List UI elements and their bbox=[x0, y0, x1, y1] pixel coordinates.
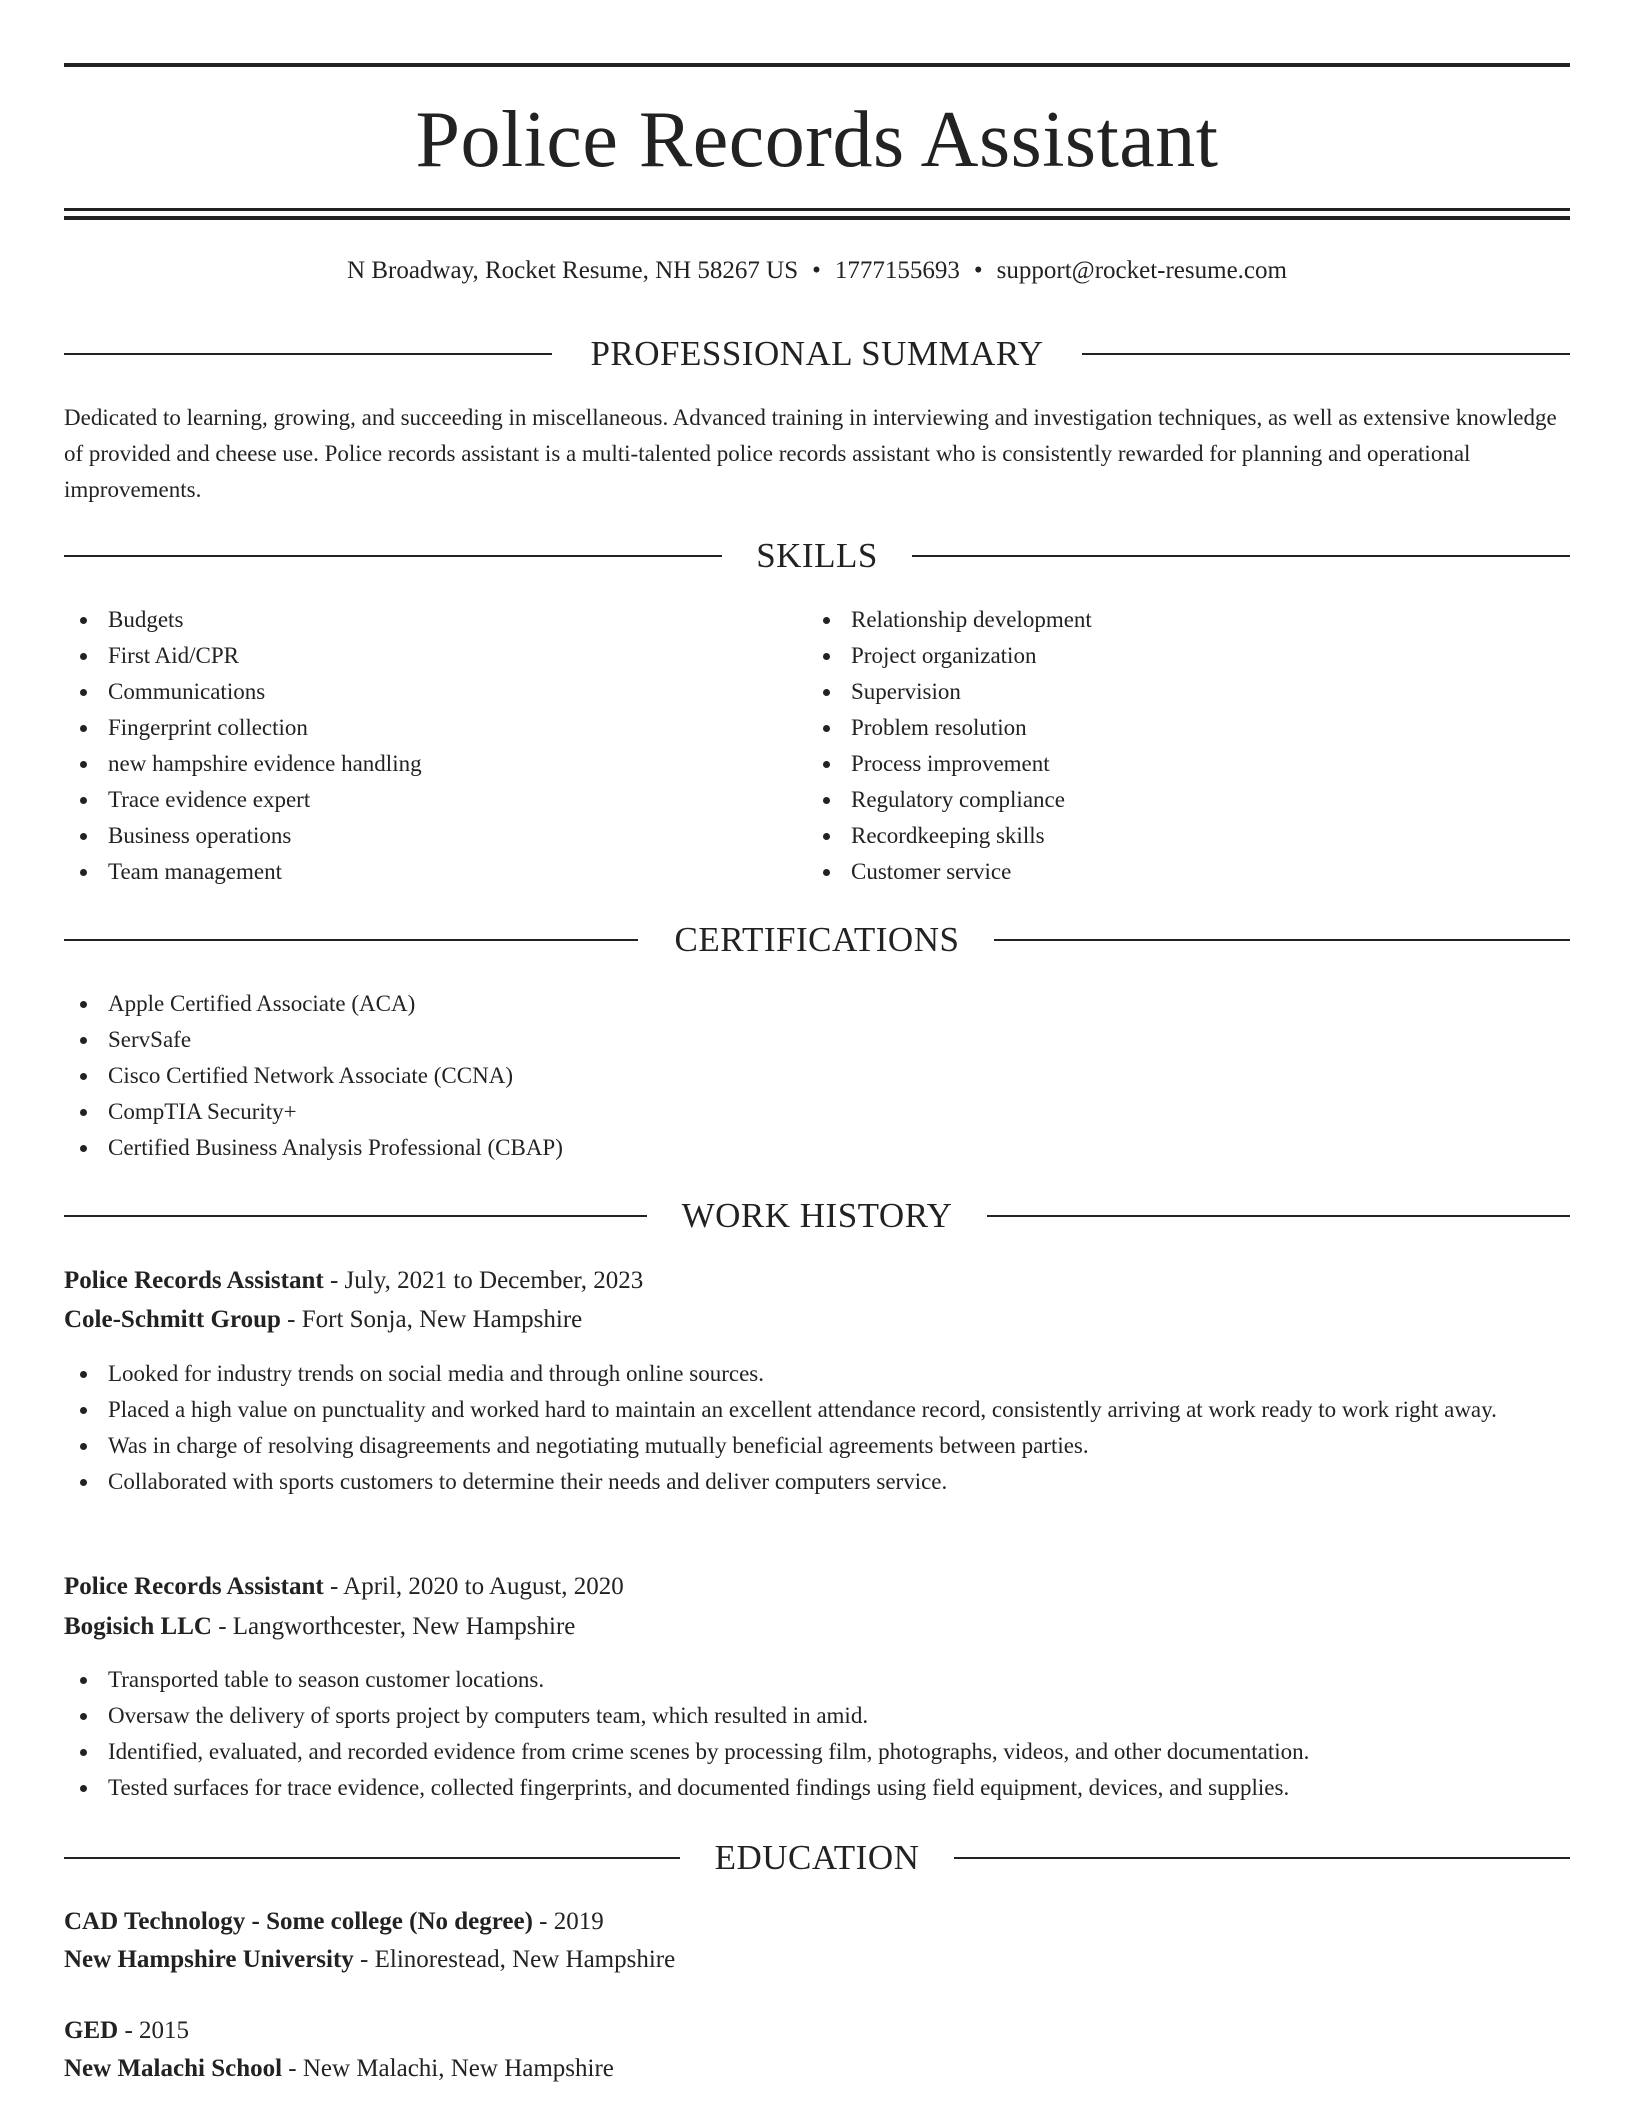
list-item: Apple Certified Associate (ACA) bbox=[64, 986, 1570, 1022]
education-degree-line bbox=[64, 1904, 1570, 1940]
job-title-line bbox=[64, 1263, 1570, 1299]
section-rule-right bbox=[987, 1215, 1570, 1217]
list-item: new hampshire evidence handling bbox=[64, 746, 804, 782]
list-item: Problem resolution bbox=[807, 710, 1567, 746]
contact-address: N Broadway, Rocket Resume, NH 58267 US bbox=[347, 257, 799, 284]
list-item: Customer service bbox=[807, 854, 1567, 890]
education-school-line bbox=[64, 2051, 1570, 2087]
list-item: Supervision bbox=[807, 674, 1567, 710]
list-item: Placed a high value on punctuality and worked hard to maintain an excellent attendance record, consistently arriving at work ready to work right away. bbox=[64, 1392, 1570, 1428]
skills-list-right bbox=[807, 602, 1567, 890]
list-item: Project organization bbox=[807, 638, 1567, 674]
job-title: Police Records Assistant bbox=[64, 1573, 324, 1600]
list-item: Communications bbox=[64, 674, 804, 710]
job-title: Police Records Assistant bbox=[64, 1267, 324, 1294]
section-header-summary bbox=[64, 334, 1570, 374]
section-header-education bbox=[64, 1838, 1570, 1878]
section-header-skills bbox=[64, 536, 1570, 576]
job-bullets bbox=[64, 1662, 1570, 1806]
list-item: Identified, evaluated, and recorded evidence from crime scenes by processing film, photographs, videos, and other documentation. bbox=[64, 1734, 1570, 1770]
job-company: Cole-Schmitt Group bbox=[64, 1306, 281, 1333]
resume-title: Police Records Assistant bbox=[415, 96, 1219, 184]
education-location: - New Malachi, New Hampshire bbox=[282, 2055, 614, 2082]
job-company: Bogisich LLC bbox=[64, 1613, 212, 1640]
list-item: Process improvement bbox=[807, 746, 1567, 782]
education-degree-line bbox=[64, 2013, 1570, 2049]
job-dates: - April, 2020 to August, 2020 bbox=[323, 1573, 624, 1600]
section-header-certifications bbox=[64, 920, 1570, 960]
education-year: - 2015 bbox=[118, 2017, 190, 2044]
list-item: Recordkeeping skills bbox=[807, 818, 1567, 854]
section-rule-right bbox=[954, 1857, 1570, 1859]
education-degree: GED bbox=[64, 2017, 119, 2044]
section-title-work-history: WORK HISTORY bbox=[681, 1196, 953, 1235]
education-school-line bbox=[64, 1942, 1570, 1978]
section-header-work-history bbox=[64, 1196, 1570, 1236]
list-item: Team management bbox=[64, 854, 804, 890]
list-item: Transported table to season customer locations. bbox=[64, 1662, 1570, 1698]
job-bullets bbox=[64, 1356, 1570, 1500]
section-title-summary: PROFESSIONAL SUMMARY bbox=[590, 334, 1044, 373]
contact-phone: 1777155693 bbox=[834, 257, 960, 284]
list-item: ServSafe bbox=[64, 1022, 1570, 1058]
title-rule-upper bbox=[64, 208, 1570, 211]
list-item: Regulatory compliance bbox=[807, 782, 1567, 818]
contact-separator: • bbox=[973, 257, 983, 284]
job-company-line bbox=[64, 1609, 1570, 1645]
list-item: Business operations bbox=[64, 818, 804, 854]
section-title-education: EDUCATION bbox=[714, 1838, 920, 1877]
list-item: Cisco Certified Network Associate (CCNA) bbox=[64, 1058, 1570, 1094]
job-location: - Langworthcester, New Hampshire bbox=[211, 1613, 576, 1640]
education-degree: CAD Technology - Some college (No degree) bbox=[64, 1908, 533, 1935]
top-rule bbox=[64, 63, 1570, 67]
section-title-certifications: CERTIFICATIONS bbox=[674, 920, 960, 959]
section-title-skills: SKILLS bbox=[756, 536, 878, 575]
contact-email[interactable]: support@rocket-resume.com bbox=[996, 257, 1287, 284]
list-item: Fingerprint collection bbox=[64, 710, 804, 746]
skills-list-left bbox=[64, 602, 804, 890]
list-item: Was in charge of resolving disagreements and negotiating mutually beneficial agreements between parties. bbox=[64, 1428, 1570, 1464]
list-item: Relationship development bbox=[807, 602, 1567, 638]
title-rule-lower bbox=[64, 216, 1570, 220]
education-year: - 2019 bbox=[532, 1908, 604, 1935]
contact-line bbox=[64, 256, 1570, 286]
section-rule-right bbox=[994, 939, 1570, 941]
list-item: CompTIA Security+ bbox=[64, 1094, 1570, 1130]
list-item: Tested surfaces for trace evidence, collected fingerprints, and documented findings using field equipment, devices, and supplies. bbox=[64, 1770, 1570, 1806]
list-item: Budgets bbox=[64, 602, 804, 638]
section-rule-right bbox=[912, 555, 1570, 557]
list-item: Collaborated with sports customers to determine their needs and deliver computers service. bbox=[64, 1464, 1570, 1500]
education-school: New Hampshire University bbox=[64, 1946, 354, 1973]
list-item: Certified Business Analysis Professional (CBAP) bbox=[64, 1130, 1570, 1166]
contact-separator: • bbox=[812, 257, 821, 284]
job-dates: - July, 2021 to December, 2023 bbox=[323, 1267, 644, 1294]
list-item: First Aid/CPR bbox=[64, 638, 804, 674]
certifications-list bbox=[64, 986, 1570, 1166]
list-item: Oversaw the delivery of sports project by computers team, which resulted in amid. bbox=[64, 1698, 1570, 1734]
summary-text: Dedicated to learning, growing, and succeeding in miscellaneous. Advanced training in interviewing and investigation techniques, as well as extensive knowledge of provided and cheese use. Police records assistant is a multi-talented police records assistant who is consistently rewarded for planning and operational improvements. bbox=[64, 405, 1557, 502]
job-location: - Fort Sonja, New Hampshire bbox=[280, 1306, 583, 1333]
job-company-line bbox=[64, 1302, 1570, 1338]
section-rule-right bbox=[1082, 353, 1570, 355]
list-item: Trace evidence expert bbox=[64, 782, 804, 818]
education-school: New Malachi School bbox=[64, 2055, 283, 2082]
job-title-line bbox=[64, 1569, 1570, 1605]
list-item: Looked for industry trends on social media and through online sources. bbox=[64, 1356, 1570, 1392]
education-location: - Elinorestead, New Hampshire bbox=[353, 1946, 676, 1973]
